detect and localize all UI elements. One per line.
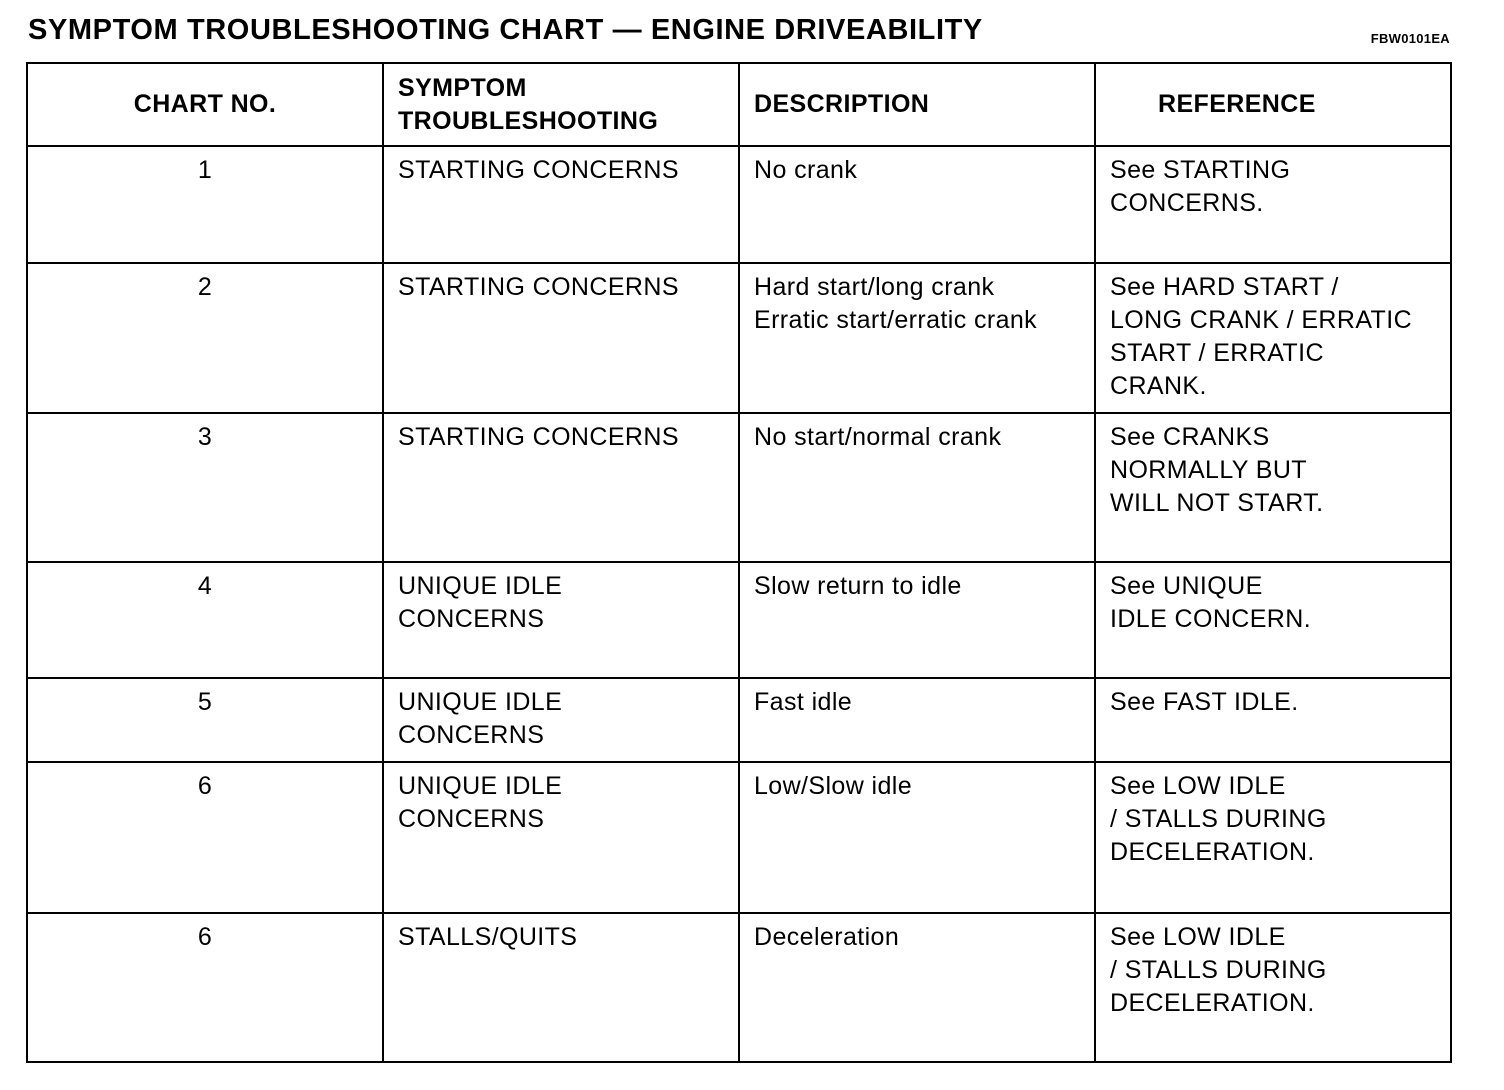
header-symptom [383, 63, 739, 146]
cell-chart-no: 4 [27, 562, 383, 678]
reference-line: NORMALLY BUT [1110, 456, 1307, 484]
reference-line: See LOW IDLE [1110, 923, 1286, 951]
table-row [27, 913, 1451, 1062]
description-line: No crank [754, 156, 858, 184]
description-line: Deceleration [754, 923, 900, 951]
cell-reference [1095, 913, 1451, 1062]
reference-line: IDLE CONCERN. [1110, 605, 1312, 633]
description-line: Hard start/long crank [754, 273, 995, 301]
cell-chart-no: 3 [27, 413, 383, 562]
cell-description [739, 678, 1095, 762]
symptom-line: STALLS/QUITS [398, 923, 578, 951]
reference-line: LONG CRANK / ERRATIC [1110, 306, 1413, 334]
description-line: Low/Slow idle [754, 772, 913, 800]
cell-description [739, 146, 1095, 263]
description-line: Erratic start/erratic crank [754, 306, 1038, 334]
table-row [27, 762, 1451, 913]
cell-description [739, 413, 1095, 562]
symptom-line: CONCERNS [398, 805, 545, 833]
cell-symptom [383, 913, 739, 1062]
reference-line: CRANK. [1110, 372, 1207, 400]
symptom-line: STARTING CONCERNS [398, 156, 679, 184]
reference-line: WILL NOT START. [1110, 489, 1324, 517]
cell-chart-no: 5 [27, 678, 383, 762]
reference-line: START / ERRATIC [1110, 339, 1324, 367]
reference-line: See STARTING [1110, 156, 1291, 184]
cell-symptom [383, 263, 739, 413]
description-line: Slow return to idle [754, 572, 962, 600]
page-title: SYMPTOM TROUBLESHOOTING CHART — ENGINE DRIVEABILITY [28, 14, 983, 46]
reference-line: See HARD START / [1110, 273, 1339, 301]
reference-line: DECELERATION. [1110, 989, 1315, 1017]
reference-line: / STALLS DURING [1110, 805, 1327, 833]
cell-chart-no: 2 [27, 263, 383, 413]
cell-reference [1095, 413, 1451, 562]
table-row [27, 146, 1451, 263]
reference-line: / STALLS DURING [1110, 956, 1327, 984]
reference-line: CONCERNS. [1110, 189, 1264, 217]
figure-code: FBW0101EA [1370, 31, 1450, 46]
symptom-chart-table [26, 62, 1452, 1063]
symptom-line: STARTING CONCERNS [398, 423, 679, 451]
cell-description [739, 762, 1095, 913]
reference-line: See FAST IDLE. [1110, 688, 1299, 716]
table-row [27, 263, 1451, 413]
header-chart-no: CHART NO. [27, 63, 383, 146]
symptom-line: UNIQUE IDLE [398, 772, 563, 800]
symptom-line: UNIQUE IDLE [398, 572, 563, 600]
header-reference: REFERENCE [1095, 63, 1451, 146]
cell-symptom [383, 146, 739, 263]
cell-symptom [383, 562, 739, 678]
symptom-line: CONCERNS [398, 605, 545, 633]
cell-reference [1095, 562, 1451, 678]
description-line: Fast idle [754, 688, 853, 716]
cell-chart-no: 1 [27, 146, 383, 263]
cell-reference [1095, 263, 1451, 413]
header-description: DESCRIPTION [739, 63, 1095, 146]
header-symptom-line1: SYMPTOM [398, 73, 527, 102]
table-row [27, 562, 1451, 678]
table-row [27, 678, 1451, 762]
header-symptom-line2: TROUBLESHOOTING [398, 106, 659, 135]
cell-chart-no: 6 [27, 762, 383, 913]
cell-description [739, 562, 1095, 678]
reference-line: See LOW IDLE [1110, 772, 1286, 800]
reference-line: DECELERATION. [1110, 838, 1315, 866]
cell-reference [1095, 762, 1451, 913]
cell-description [739, 263, 1095, 413]
table-row [27, 413, 1451, 562]
symptom-line: STARTING CONCERNS [398, 273, 679, 301]
symptom-line: UNIQUE IDLE [398, 688, 563, 716]
cell-description [739, 913, 1095, 1062]
cell-symptom [383, 762, 739, 913]
description-line: No start/normal crank [754, 423, 1002, 451]
symptom-line: CONCERNS [398, 721, 545, 749]
reference-line: See UNIQUE [1110, 572, 1263, 600]
cell-chart-no: 6 [27, 913, 383, 1062]
cell-reference [1095, 678, 1451, 762]
cell-symptom [383, 413, 739, 562]
table-header-row [27, 63, 1451, 146]
reference-line: See CRANKS [1110, 423, 1270, 451]
cell-reference [1095, 146, 1451, 263]
cell-symptom [383, 678, 739, 762]
